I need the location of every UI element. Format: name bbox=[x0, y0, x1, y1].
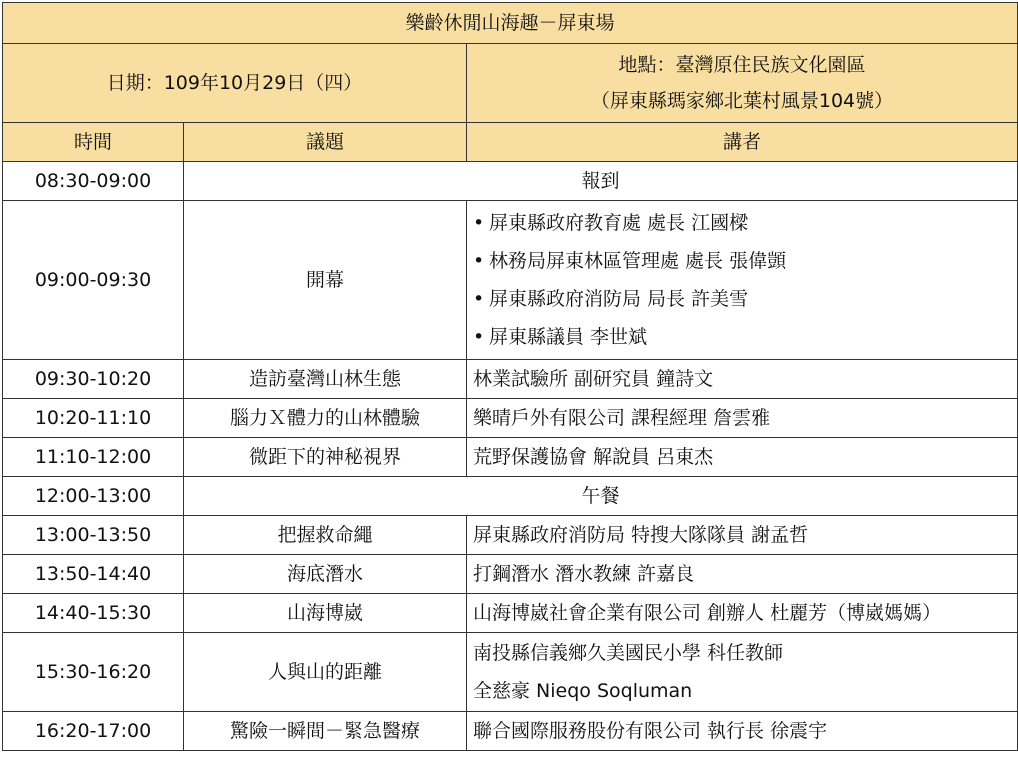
speaker-text: 屏東縣政府教育處 處長 江國樑 bbox=[489, 212, 749, 234]
row-time: 14:40-15:30 bbox=[3, 594, 184, 633]
row-time: 09:30-10:20 bbox=[3, 360, 184, 399]
row-topic: 午餐 bbox=[184, 477, 1018, 516]
table-row bbox=[3, 712, 1018, 751]
table-row bbox=[3, 633, 1018, 712]
row-time: 10:20-11:10 bbox=[3, 399, 184, 438]
row-topic: 海底潛水 bbox=[184, 555, 467, 594]
row-speaker-list bbox=[467, 201, 1018, 360]
table-row bbox=[3, 477, 1018, 516]
bullet-icon: • bbox=[473, 212, 485, 234]
row-topic: 驚險一瞬間－緊急醫療 bbox=[184, 712, 467, 751]
row-topic: 造訪臺灣山林生態 bbox=[184, 360, 467, 399]
speaker-text: 屏東縣政府消防局 局長 許美雪 bbox=[489, 288, 749, 310]
row-time: 11:10-12:00 bbox=[3, 438, 184, 477]
row-time: 09:00-09:30 bbox=[3, 201, 184, 360]
bullet-icon: • bbox=[473, 288, 485, 310]
row-time: 13:00-13:50 bbox=[3, 516, 184, 555]
table-row bbox=[3, 201, 1018, 360]
row-time: 15:30-16:20 bbox=[3, 633, 184, 712]
row-topic: 微距下的神秘視界 bbox=[184, 438, 467, 477]
row-speaker: 聯合國際服務股份有限公司 執行長 徐震宇 bbox=[467, 712, 1018, 751]
row-topic: 把握救命繩 bbox=[184, 516, 467, 555]
row-time: 16:20-17:00 bbox=[3, 712, 184, 751]
row-topic: 報到 bbox=[184, 162, 1018, 201]
table-row bbox=[3, 399, 1018, 438]
table-row bbox=[3, 594, 1018, 633]
row-time: 08:30-09:00 bbox=[3, 162, 184, 201]
venue-address: （屏東縣瑪家鄉北葉村風景104號） bbox=[590, 90, 894, 112]
table-row bbox=[3, 162, 1018, 201]
row-topic: 山海博崴 bbox=[184, 594, 467, 633]
list-item bbox=[473, 242, 1017, 280]
row-speaker: 打鋼潛水 潛水教練 許嘉良 bbox=[467, 555, 1018, 594]
column-header-row bbox=[3, 123, 1018, 162]
speaker-text: 林務局屏東林區管理處 處長 張偉顗 bbox=[489, 250, 787, 272]
list-item bbox=[473, 280, 1017, 318]
table-row bbox=[3, 438, 1018, 477]
column-header-speaker: 講者 bbox=[467, 123, 1018, 162]
row-speaker: 山海博崴社會企業有限公司 創辦人 杜麗芳（博崴媽媽） bbox=[467, 594, 1018, 633]
speaker-line: 全慈豪 Nieqo Soqluman bbox=[473, 680, 693, 702]
row-time: 13:50-14:40 bbox=[3, 555, 184, 594]
event-date: 日期：109年10月29日（四） bbox=[3, 44, 467, 123]
table-row bbox=[3, 555, 1018, 594]
row-topic: 開幕 bbox=[184, 201, 467, 360]
row-speaker: 荒野保護協會 解說員 呂東杰 bbox=[467, 438, 1018, 477]
row-speaker: 林業試驗所 副研究員 鐘詩文 bbox=[467, 360, 1018, 399]
table-row bbox=[3, 516, 1018, 555]
speaker-line: 南投縣信義鄉久美國民小學 科任教師 bbox=[473, 642, 784, 664]
column-header-topic: 議題 bbox=[184, 123, 467, 162]
list-item bbox=[473, 204, 1017, 242]
table-row bbox=[3, 360, 1018, 399]
row-speaker bbox=[467, 633, 1018, 712]
bullet-icon: • bbox=[473, 326, 485, 348]
row-speaker: 屏東縣政府消防局 特搜大隊隊員 謝孟哲 bbox=[467, 516, 1018, 555]
row-speaker: 樂晴戶外有限公司 課程經理 詹雲雅 bbox=[467, 399, 1018, 438]
list-item bbox=[473, 318, 1017, 356]
speaker-text: 屏東縣議員 李世斌 bbox=[489, 326, 648, 348]
agenda-table bbox=[2, 2, 1018, 751]
bullet-icon: • bbox=[473, 250, 485, 272]
event-title: 樂齡休閒山海趣－屏東場 bbox=[3, 3, 1018, 44]
row-topic: 人與山的距離 bbox=[184, 633, 467, 712]
venue-name: 地點：臺灣原住民族文化園區 bbox=[618, 54, 866, 76]
title-row bbox=[3, 3, 1018, 44]
event-venue bbox=[467, 44, 1018, 123]
row-topic: 腦力Ｘ體力的山林體驗 bbox=[184, 399, 467, 438]
info-row bbox=[3, 44, 1018, 123]
row-time: 12:00-13:00 bbox=[3, 477, 184, 516]
column-header-time: 時間 bbox=[3, 123, 184, 162]
